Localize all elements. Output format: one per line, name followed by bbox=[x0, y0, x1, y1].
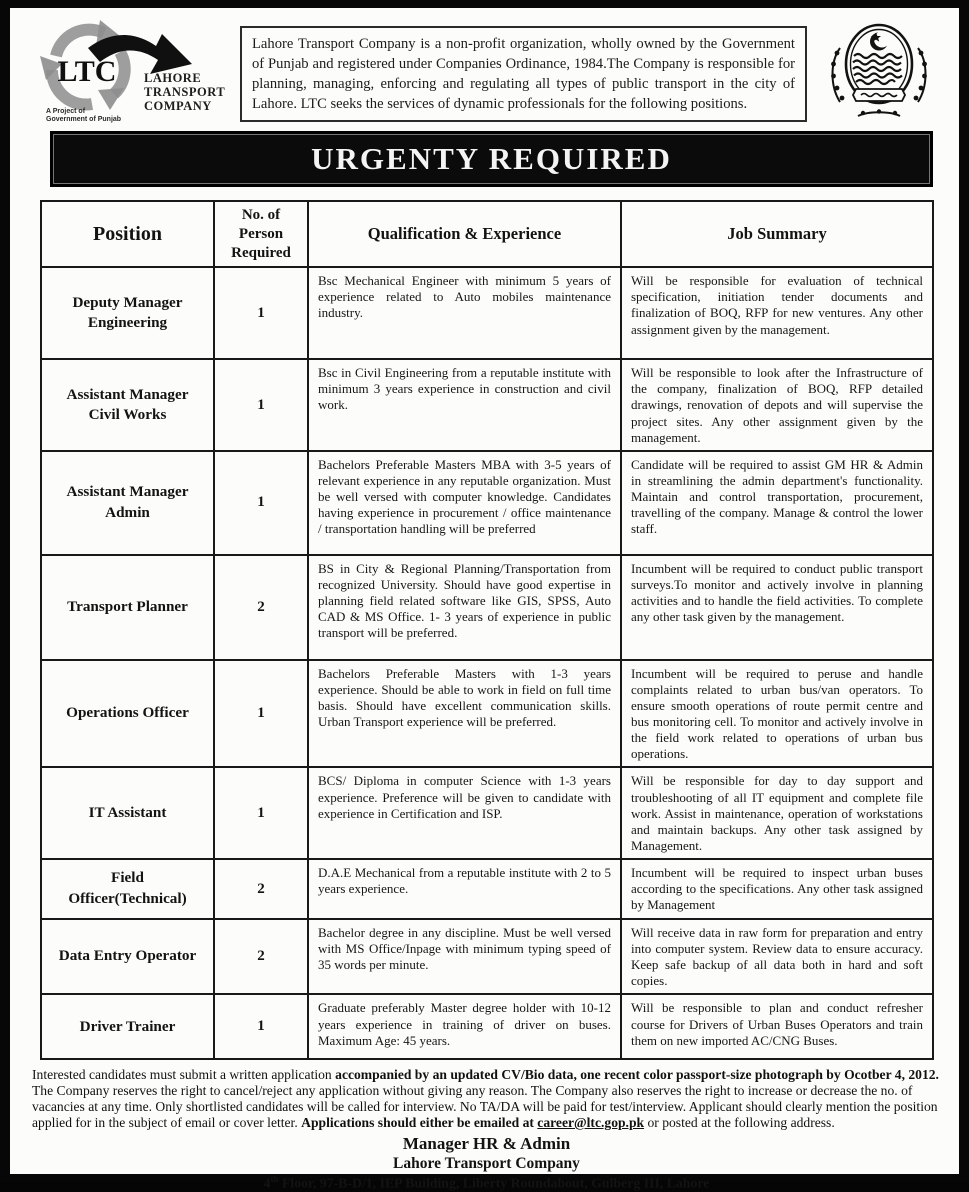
column-header-position: Position bbox=[41, 201, 214, 267]
logo-company-line1: LAHORE bbox=[144, 71, 202, 85]
email-link[interactable]: career@ltc.gop.pk bbox=[537, 1115, 645, 1131]
position-cell: IT Assistant bbox=[41, 767, 214, 859]
count-cell: 1 bbox=[214, 359, 308, 451]
table-row bbox=[41, 660, 933, 768]
qualification-cell: BS in City & Regional Planning/Transportation from recognized University. Should have good expertise in planning field related software like GIS, SPSS, Auto CAD & MS Office. 1- 3 years of experience in public transport will be preferred. bbox=[308, 555, 621, 660]
header bbox=[32, 18, 941, 122]
position-cell: Deputy Manager Engineering bbox=[41, 267, 214, 359]
count-cell: 2 bbox=[214, 859, 308, 919]
banner-title: URGENTY REQUIRED bbox=[311, 141, 672, 176]
qualification-cell: Bachelors Preferable Masters MBA with 3-5 years of relevant experience in any reputable organization. Must be well versed with computer knowledge. Candidates having experience in procurement / office maintenance / transportation handling will be preferred bbox=[308, 451, 621, 555]
position-cell: Assistant Manager Admin bbox=[41, 451, 214, 555]
table-row bbox=[41, 859, 933, 919]
logo-company-line2: TRANSPORT bbox=[144, 85, 226, 99]
logo-tagline-line2: Government of Punjab bbox=[46, 116, 122, 123]
ltc-logo bbox=[32, 18, 230, 127]
summary-cell: Incumbent will be required to conduct public transport surveys.To monitor and actively involve in planning activities and to handle the field activities. To complete any other task given by the management. bbox=[621, 555, 933, 660]
note-text: Interested candidates must submit a written application bbox=[32, 1067, 336, 1083]
table-header-row bbox=[41, 201, 933, 267]
count-cell: 1 bbox=[214, 267, 308, 359]
qualification-cell: Bachelors Preferable Masters with 1-3 years experience. Should be able to work in field on full time basis. Should have excellent communication skills. Urban Transport experience will be preferred. bbox=[308, 660, 621, 768]
summary-cell: Will be responsible for evaluation of technical specification, initiation tender documents and finalization of BOQ, RFP for new ventures. Any other assignment given by the management. bbox=[621, 267, 933, 359]
count-cell: 1 bbox=[214, 451, 308, 555]
position-cell: Operations Officer bbox=[41, 660, 214, 768]
count-cell: 2 bbox=[214, 919, 308, 994]
advertisement-page bbox=[10, 8, 959, 1191]
summary-cell: Will be responsible to look after the Infrastructure of the company, finalization of BOQ, RFP detailed drawings, renovation of depots and will supervise the project sites. Any other assignment given by the management. bbox=[621, 359, 933, 451]
note-text: or posted at the following address. bbox=[644, 1115, 835, 1131]
deadline-date: Ocotber 4, 2012. bbox=[844, 1067, 939, 1083]
summary-cell: Will receive data in raw form for preparation and entry into computer system. Review data to ensure accuracy. Keep safe backup of all data both in hard and soft copies. bbox=[621, 919, 933, 994]
count-cell: 1 bbox=[214, 767, 308, 859]
signatory-title: Manager HR & Admin bbox=[402, 1134, 571, 1153]
logo-abbr: LTC bbox=[57, 55, 117, 88]
table-row bbox=[41, 451, 933, 555]
count-cell: 1 bbox=[214, 994, 308, 1059]
count-cell: 2 bbox=[214, 555, 308, 660]
column-header-summary: Job Summary bbox=[621, 201, 933, 267]
position-cell: Driver Trainer bbox=[41, 994, 214, 1059]
position-cell: Data Entry Operator bbox=[41, 919, 214, 994]
note-bold-text: Applications should either be emailed at bbox=[301, 1115, 538, 1131]
qualification-cell: Graduate preferably Master degree holder with 10-12 years experience in training of driver on buses. Maximum Age: 45 years. bbox=[308, 994, 621, 1059]
intro-paragraph: Lahore Transport Company is a non-profit organization, wholly owned by the Government of Punjab and registered under Companies Ordinance, 1984.The Company is responsible for planning, managing, enforcing and regulating all types of public transport in the city of Lahore. LTC seeks the services of dynamic professionals for the following positions. bbox=[240, 26, 807, 122]
positions-table bbox=[40, 200, 934, 1060]
government-of-punjab-crest-icon bbox=[820, 18, 938, 122]
summary-cell: Will be responsible for day to day support and troubleshooting of all IT equipment and complete file work. Assist in maintenance, operation of workstations and maintain backups. Any other task assigned by Management. bbox=[621, 767, 933, 859]
summary-cell: Incumbent will be required to inspect urban buses according to the specifications. Any other task assigned by Management bbox=[621, 859, 933, 919]
urgently-required-banner bbox=[50, 131, 933, 187]
summary-cell: Candidate will be required to assist GM HR & Admin in streamlining the admin department's functionality. Maintain and control transportation, procurement, travelling of the company. Manage & control the lower staff. bbox=[621, 451, 933, 555]
position-cell: Assistant Manager Civil Works bbox=[41, 359, 214, 451]
company-name: Lahore Transport Company bbox=[393, 1154, 580, 1172]
postal-address bbox=[32, 1174, 941, 1192]
table-row bbox=[41, 767, 933, 859]
note-text: The Company reserves the right to cancel/reject any application without giving any reason. The Company also reserves the right to increase or decrease the no. of vacancies at any time. Only shortlisted candidates will be called for interview. No TA/DA will be paid for test/interview. Applicant should clearly mention the position applied for in the subject of email or cover letter. bbox=[32, 1083, 938, 1131]
table-row bbox=[41, 359, 933, 451]
table-row bbox=[41, 267, 933, 359]
punjab-crest bbox=[817, 18, 941, 122]
column-header-qualification: Qualification & Experience bbox=[308, 201, 621, 267]
application-instructions bbox=[32, 1067, 939, 1131]
qualification-cell: Bachelor degree in any discipline. Must be well versed with MS Office/Inpage with minimum typing speed of 35 words per minute. bbox=[308, 919, 621, 994]
logo-tagline-line1: A Project of bbox=[46, 108, 86, 115]
summary-cell: Will be responsible to plan and conduct refresher course for Drivers of Urban Buses Operators and train them on new imported AC/CNG Buses. bbox=[621, 994, 933, 1059]
table-row bbox=[41, 994, 933, 1059]
summary-cell: Incumbent will be required to peruse and handle complaints related to urban bus/van operators. To ensure smooth operations of route permit centre and bus monitoring cell. To monitor and actively involve in the field work related to operations of urban bus operations. bbox=[621, 660, 933, 768]
position-cell: Transport Planner bbox=[41, 555, 214, 660]
position-cell: Field Officer(Technical) bbox=[41, 859, 214, 919]
note-bold-text: accompanied by an updated CV/Bio data, one recent color passport-size photograph by bbox=[335, 1067, 845, 1083]
qualification-cell: Bsc Mechanical Engineer with minimum 5 years of experience related to Auto mobiles maintenance industry. bbox=[308, 267, 621, 359]
qualification-cell: D.A.E Mechanical from a reputable institute with 2 to 5 years experience. bbox=[308, 859, 621, 919]
qualification-cell: BCS/ Diploma in computer Science with 1-3 years experience. Preference will be given to candidate with experience in Certification and ISP. bbox=[308, 767, 621, 859]
address-number: 4 bbox=[263, 1175, 271, 1191]
address-ordinal: th bbox=[270, 1173, 279, 1184]
footer-address-block bbox=[32, 1134, 941, 1192]
table-row bbox=[41, 919, 933, 994]
ltc-recycle-arrows-icon bbox=[32, 18, 230, 122]
column-header-count: No. of Person Required bbox=[214, 201, 308, 267]
count-cell: 1 bbox=[214, 660, 308, 768]
logo-company-line3: COMPANY bbox=[144, 99, 212, 113]
table-row bbox=[41, 555, 933, 660]
address-rest: Floor, 97-B-D/1, IEP Building, Liberty Roundabout, Gulberg III, Lahore bbox=[278, 1175, 710, 1191]
qualification-cell: Bsc in Civil Engineering from a reputable institute with minimum 3 years experience in construction and civil work. bbox=[308, 359, 621, 451]
